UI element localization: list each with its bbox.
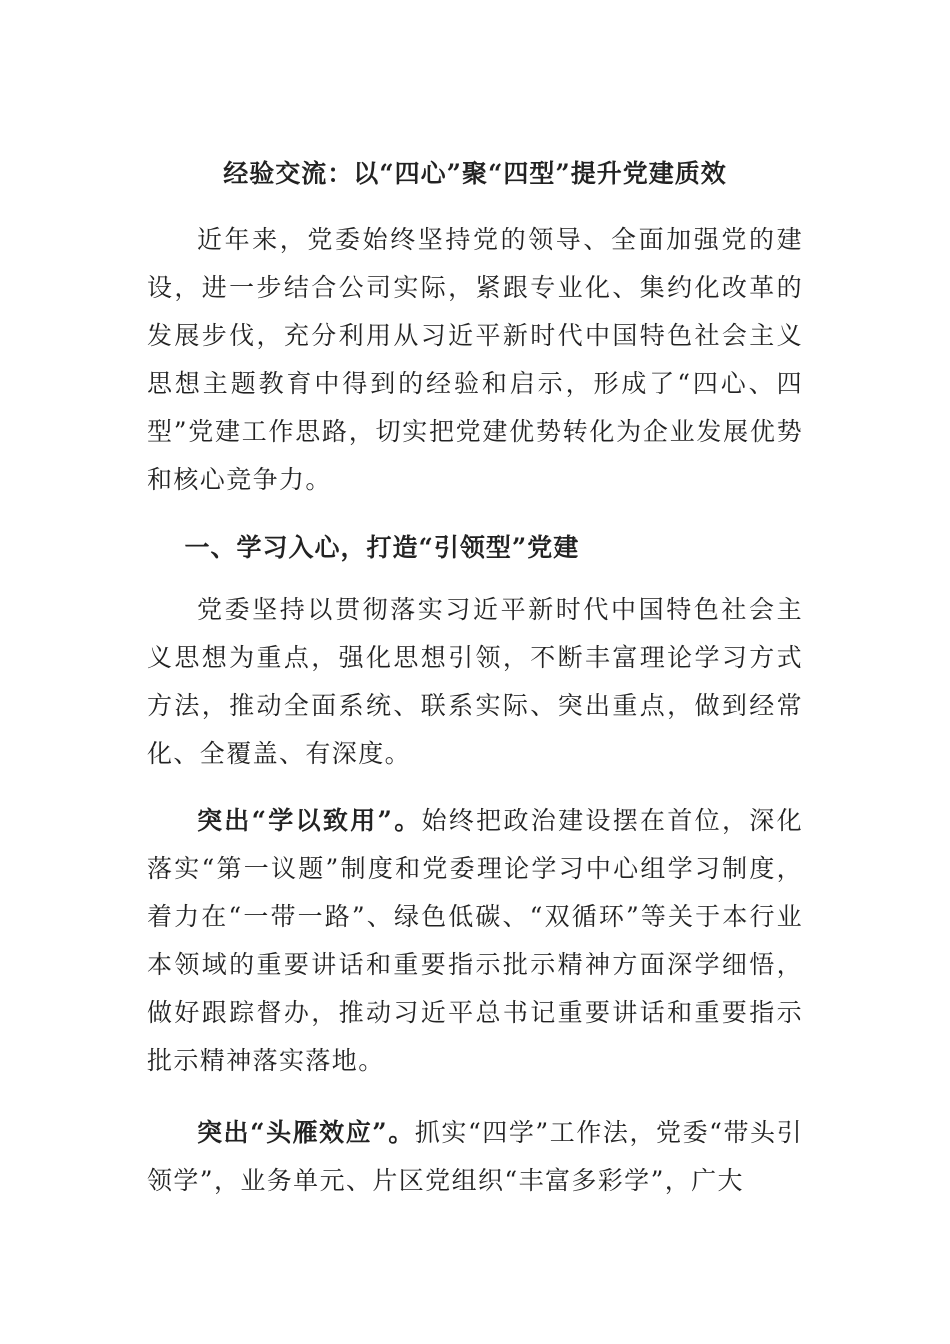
section-heading: 一、学习入心，打造“引领型”党建 [184, 533, 580, 562]
document-title: 经验交流：以“四心”聚“四型”提升党建质效 [223, 159, 727, 188]
point-lead: 突出“学以致用”。 [197, 806, 422, 835]
point-paragraph [147, 797, 803, 1085]
point-text: 抓实“四学”工作法，党委“带头引领学”，业务单元、片区党组织“丰富多彩学”，广大 [147, 1118, 803, 1195]
intro-paragraph: 近年来，党委始终坚持党的领导、全面加强党的建设，进一步结合公司实际，紧跟专业化、集约化改革的发展步伐，充分利用从习近平新时代中国特色社会主义思想主题教育中得到的经验和启示，形成了“四心、四型”党建工作思路，切实把党建优势转化为企业发展优势和核心竞争力。 [147, 225, 803, 494]
point-paragraph [147, 1109, 803, 1205]
point-text: 始终把政治建设摆在首位，深化落实“第一议题”制度和党委理论学习中心组学习制度，着力在“一带一路”、绿色低碳、“双循环”等关于本行业本领域的重要讲话和重要指示批示精神方面深学细悟，做好跟踪督办，推动习近平总书记重要讲话和重要指示批示精神落实落地。 [147, 806, 803, 1075]
point-lead: 突出“头雁效应”。 [197, 1118, 415, 1147]
section-body-paragraph: 党委坚持以贯彻落实习近平新时代中国特色社会主义思想为重点，强化思想引领，不断丰富理论学习方式方法，推动全面系统、联系实际、突出重点，做到经常化、全覆盖、有深度。 [147, 595, 803, 768]
